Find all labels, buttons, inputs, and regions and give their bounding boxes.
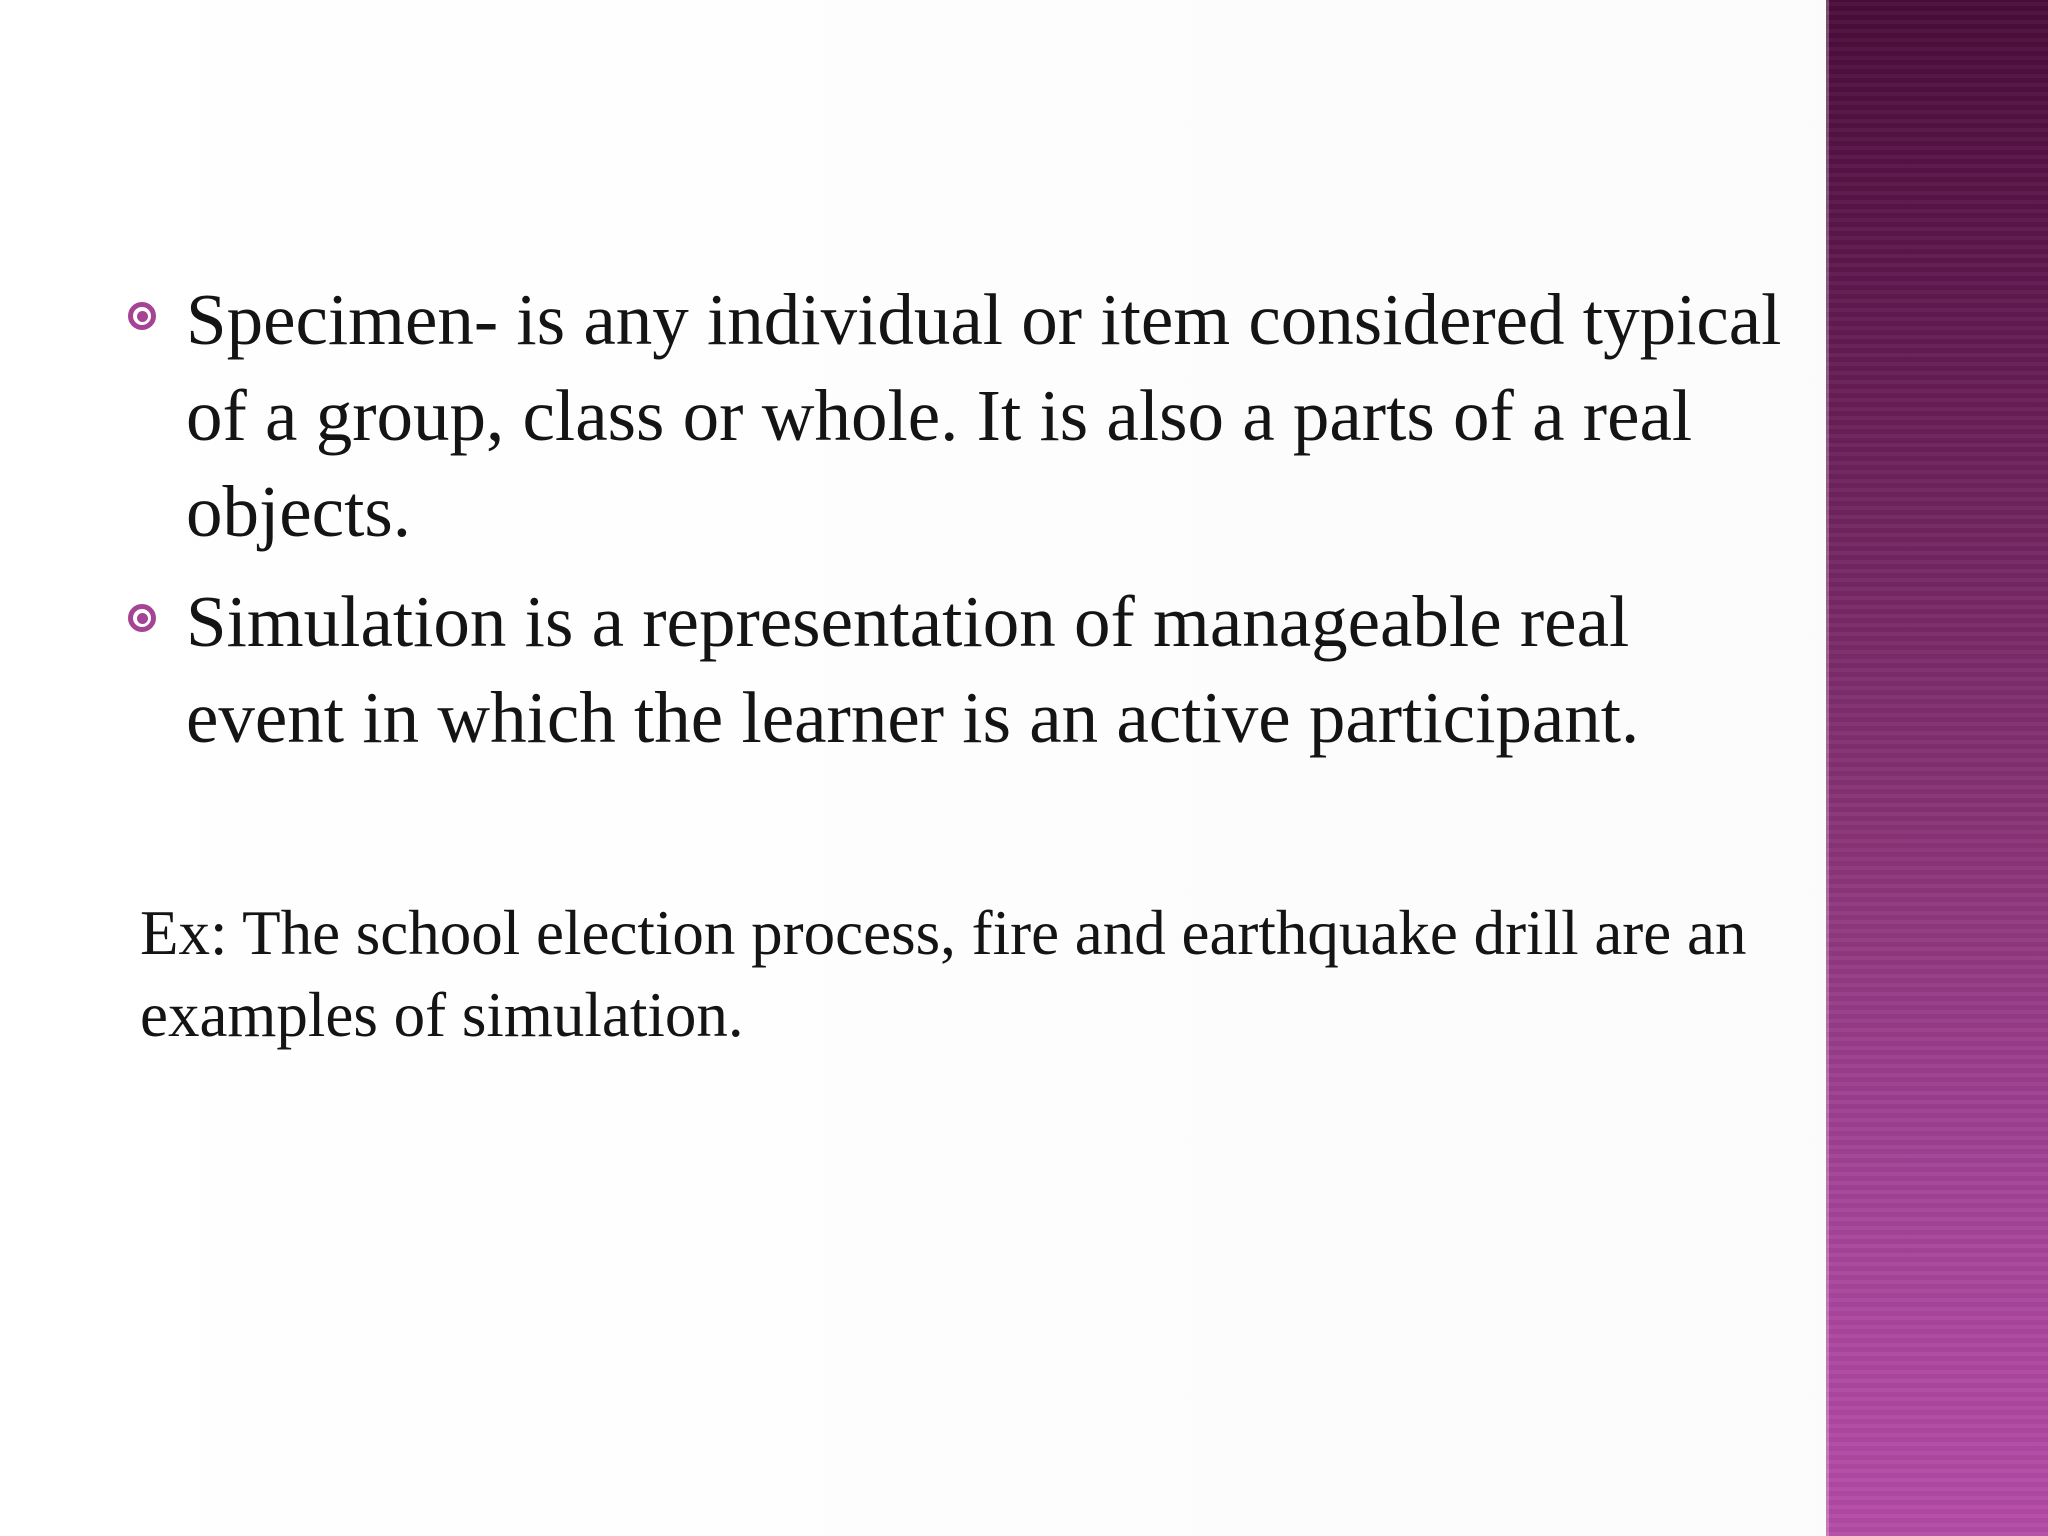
circle-bullet-icon [128, 604, 156, 632]
circle-bullet-icon [128, 302, 156, 330]
bullet-text: Simulation is a representation of manageable real event in which the learner is an active participant. [186, 581, 1640, 758]
example-text: Ex: The school election process, fire and earthquake drill are an examples of simulation. [140, 898, 1747, 1050]
bullet-text: Specimen- is any individual or item considered typical of a group, class or whole. It is also a parts of a real objects. [186, 279, 1782, 552]
